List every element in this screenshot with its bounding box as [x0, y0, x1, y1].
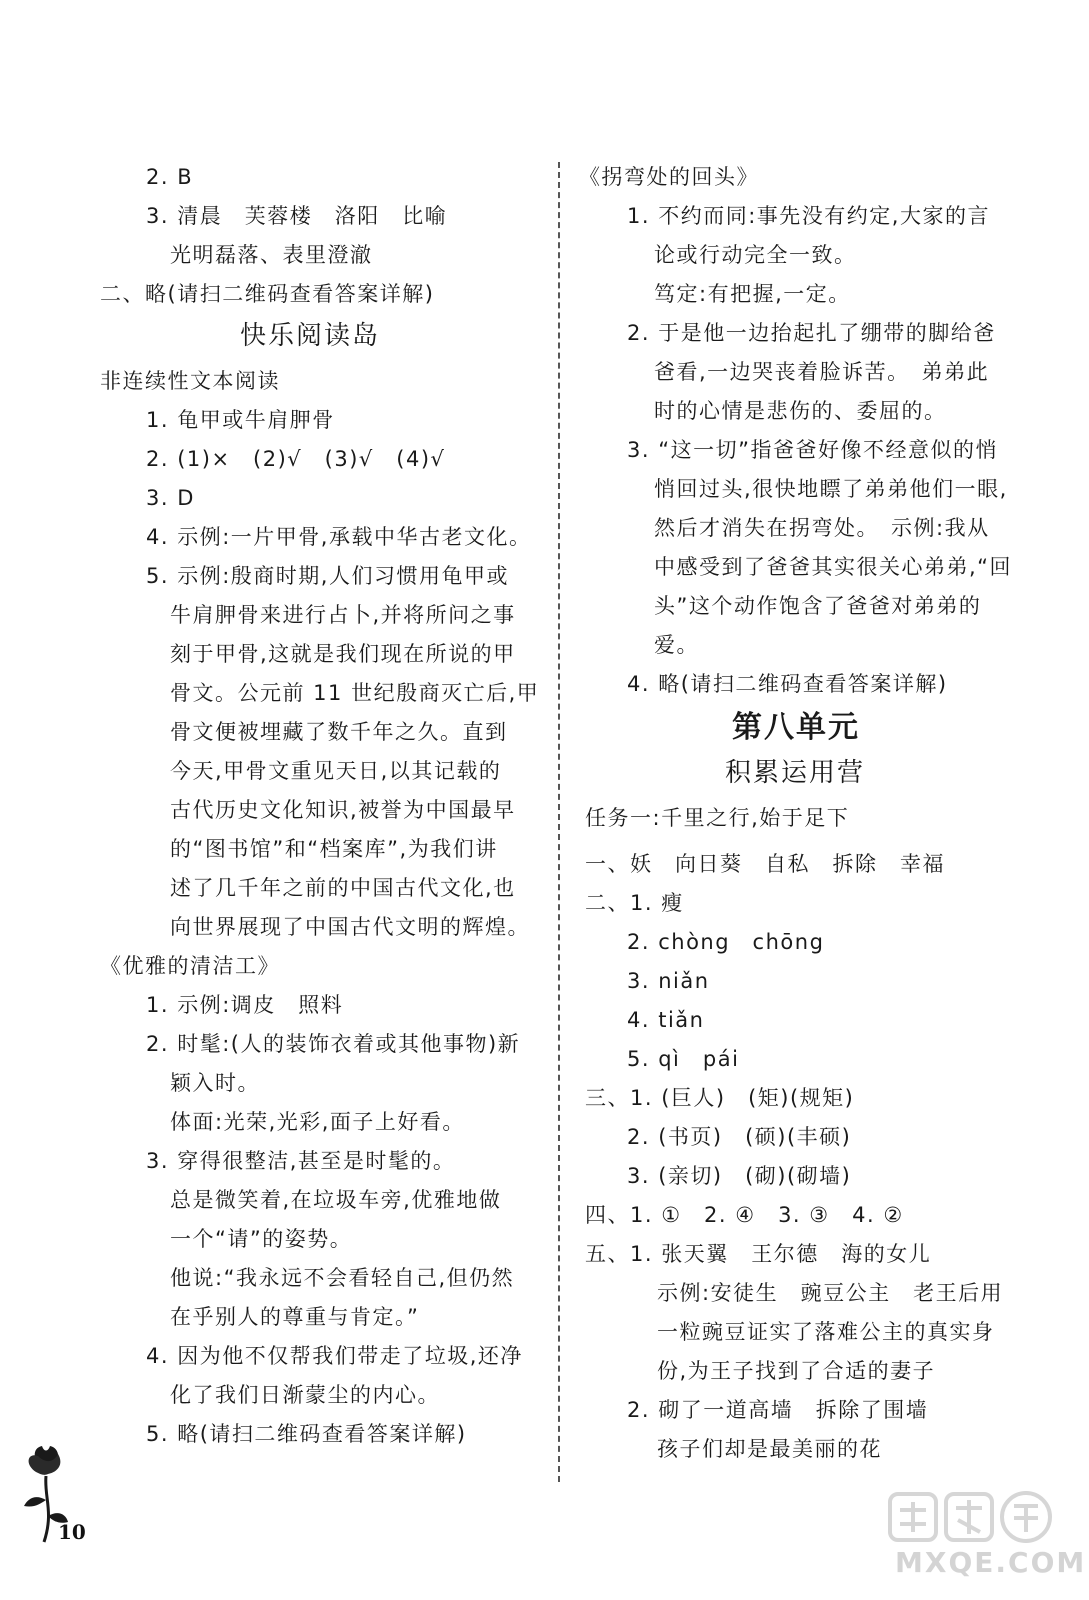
answer-line: 1. 不约而同:事先没有约定,大家的言 [627, 204, 990, 228]
answer-line: 刻于甲骨,这就是我们现在所说的甲 [170, 642, 516, 666]
answer-line: 颖入时。 [170, 1071, 260, 1095]
section-title: 快乐阅读岛 [240, 321, 381, 351]
answer-line: 3. (亲切) (砌)(砌墙) [627, 1164, 852, 1188]
answer-line: 二、略(请扫二维码查看答案详解) [100, 282, 435, 306]
answer-line: 爱。 [654, 633, 699, 657]
answer-line: 三、1. (巨人) (矩)(规矩) [585, 1086, 855, 1110]
subsection-heading: 《拐弯处的回头》 [579, 165, 759, 189]
answer-line: 份,为王子找到了合适的妻子 [657, 1359, 936, 1383]
answer-line: 骨文。公元前 11 世纪殷商灭亡后,甲 [170, 681, 540, 705]
answer-line: 3. 穿得很整洁,甚至是时髦的。 [146, 1149, 456, 1173]
answer-line: 4. 略(请扫二维码查看答案详解) [627, 672, 948, 696]
answer-line: 述了几千年之前的中国古代文化,也 [170, 876, 516, 900]
answer-line: 4. tiǎn [627, 1008, 705, 1032]
answer-line: 2. (书页) (硕)(丰硕) [627, 1125, 852, 1149]
answer-line: 光明磊落、表里澄澈 [170, 243, 373, 267]
answer-line: 孩子们却是最美丽的花 [657, 1437, 882, 1461]
answer-line: 2. 于是他一边抬起扎了绷带的脚给爸 [627, 321, 996, 345]
unit-title: 第八单元 [732, 710, 860, 745]
answer-line: 1. 示例:调皮 照料 [146, 993, 344, 1017]
answer-line: 向世界展现了中国古代文明的辉煌。 [170, 915, 530, 939]
answer-line: 在乎别人的尊重与肯定。” [170, 1305, 420, 1329]
answer-line: 笃定:有把握,一定。 [654, 282, 851, 306]
answer-line: 1. 龟甲或牛肩胛骨 [146, 408, 335, 432]
answer-line: 2. 砌了一道高墙 拆除了围墙 [627, 1398, 929, 1422]
answer-line: 3. “这一切”指爸爸好像不经意似的悄 [627, 438, 998, 462]
answer-line: 2. (1)× (2)√ (3)√ (4)√ [146, 447, 446, 471]
subsection-heading: 非连续性文本阅读 [100, 369, 280, 393]
watermark-logo-icon [888, 1488, 1058, 1548]
answer-line: 3. 清晨 芙蓉楼 洛阳 比喻 [146, 204, 448, 228]
answer-line: 牛肩胛骨来进行占卜,并将所问之事 [170, 603, 516, 627]
answer-line: 骨文便被埋藏了数千年之久。直到 [170, 720, 508, 744]
answer-line: 2. chòng chōng [627, 930, 825, 954]
answer-line: 5. qì pái [627, 1047, 740, 1071]
task-heading: 任务一:千里之行,始于足下 [585, 806, 850, 830]
answer-line: 爸看,一边哭丧着脸诉苦。 弟弟此 [654, 360, 990, 384]
answer-line: 时的心情是悲伤的、委屈的。 [654, 399, 947, 423]
answer-line: 头”这个动作饱含了爸爸对弟弟的 [654, 594, 982, 618]
answer-line: 一个“请”的姿势。 [170, 1227, 353, 1251]
answer-line: 四、1. ① 2. ④ 3. ③ 4. ② [585, 1203, 904, 1227]
answer-line: 今天,甲骨文重见天日,以其记载的 [170, 759, 502, 783]
answer-line: 体面:光荣,光彩,面子上好看。 [170, 1110, 465, 1134]
answer-line: 古代历史文化知识,被誉为中国最早 [170, 798, 516, 822]
answer-line: 悄回过头,很快地瞟了弟弟他们一眼, [654, 477, 1008, 501]
answer-line: 论或行动完全一致。 [654, 243, 857, 267]
answer-line: 2. B [146, 165, 194, 189]
answer-line: 一、妖 向日葵 自私 拆除 幸福 [585, 852, 945, 876]
answer-line: 他说:“我永远不会看轻自己,但仍然 [170, 1266, 515, 1290]
answer-line: 五、1. 张天翼 王尔德 海的女儿 [585, 1242, 932, 1266]
answer-line: 5. 略(请扫二维码查看答案详解) [146, 1422, 467, 1446]
answer-line: 5. 示例:殷商时期,人们习惯用龟甲或 [146, 564, 509, 588]
answer-line: 示例:安徒生 豌豆公主 老王后用 [657, 1281, 1004, 1305]
answer-line: 中感受到了爸爸其实很关心弟弟,“回 [654, 555, 1013, 579]
answer-line: 的“图书馆”和“档案库”,为我们讲 [170, 837, 498, 861]
subsection-heading: 《优雅的清洁工》 [100, 954, 280, 978]
answer-line: 化了我们日渐蒙尘的内心。 [170, 1383, 440, 1407]
page-number: 10 [58, 1520, 86, 1544]
answer-line: 4. 示例:一片甲骨,承载中华古老文化。 [146, 525, 532, 549]
answer-line: 4. 因为他不仅帮我们带走了垃圾,还净 [146, 1344, 523, 1368]
answer-line: 然后才消失在拐弯处。 示例:我从 [654, 516, 990, 540]
answer-line: 2. 时髦:(人的装饰衣着或其他事物)新 [146, 1032, 521, 1056]
answer-line: 一粒豌豆证实了落难公主的真实身 [657, 1320, 995, 1344]
column-divider [558, 162, 560, 1482]
answer-line: 总是微笑着,在垃圾车旁,优雅地做 [170, 1188, 502, 1212]
answer-line: 3. niǎn [627, 969, 710, 993]
watermark-text: MXQE.COM [895, 1546, 1087, 1579]
answer-line: 3. D [146, 486, 195, 510]
section-title: 积累运用营 [725, 758, 866, 788]
answer-line: 二、1. 瘦 [585, 891, 684, 915]
